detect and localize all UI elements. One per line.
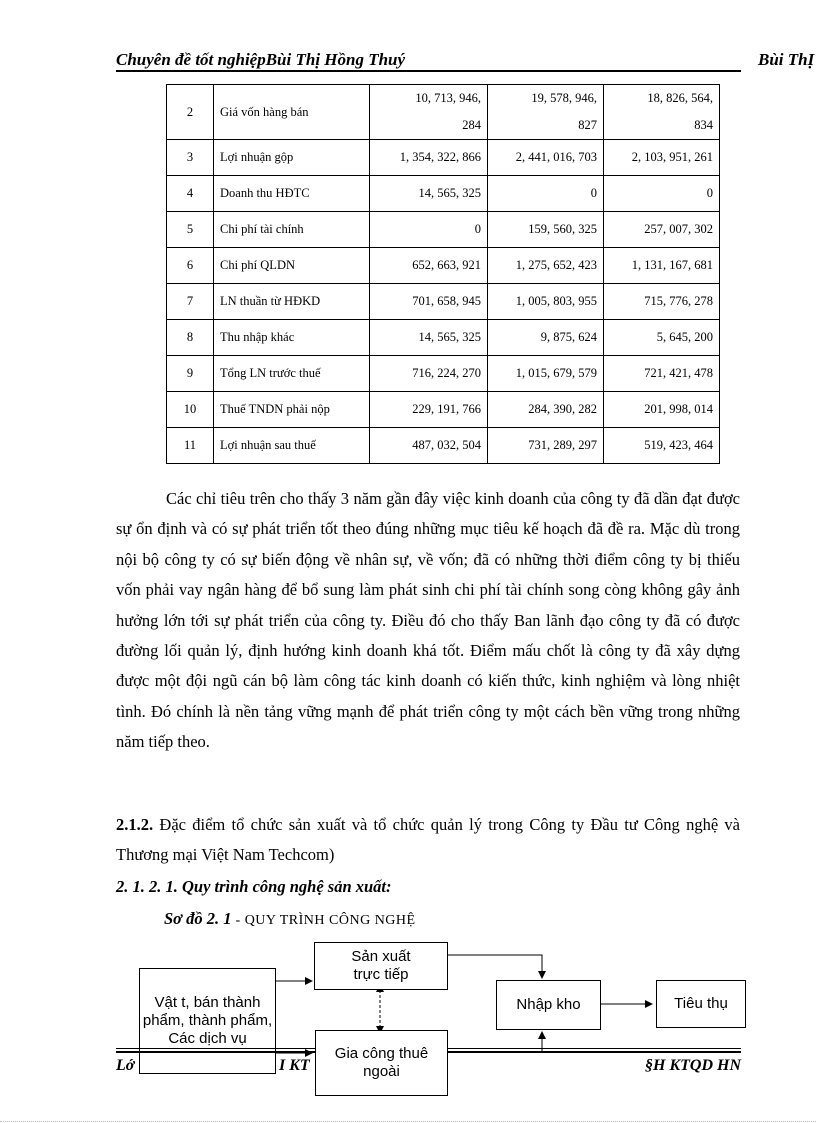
row-value-1: 487, 032, 504	[370, 428, 488, 464]
row-value-1: 14, 565, 325	[370, 176, 488, 212]
row-label: LN thuần từ HĐKD	[214, 284, 370, 320]
row-value-2: 0	[488, 176, 604, 212]
row-number: 8	[167, 320, 214, 356]
row-value-3: 2, 103, 951, 261	[604, 140, 720, 176]
row-number: 5	[167, 212, 214, 248]
box-outsource: Gia công thuê ngoài	[315, 1030, 448, 1096]
header-author-cut: Bùi ThỊ	[758, 50, 815, 69]
row-label: Chi phí QLDN	[214, 248, 370, 284]
row-value-2: 1, 005, 803, 955	[488, 284, 604, 320]
row-value-2: 1, 275, 652, 423	[488, 248, 604, 284]
row-value-3: 257, 007, 302	[604, 212, 720, 248]
box-consume: Tiêu thụ	[656, 980, 746, 1028]
subheading: 2. 1. 2. 1. Quy trình công nghệ sản xuất:	[116, 877, 392, 896]
row-value-3: 721, 421, 478	[604, 356, 720, 392]
row-number: 6	[167, 248, 214, 284]
row-value-2: 9, 875, 624	[488, 320, 604, 356]
row-value-3: 5, 645, 200	[604, 320, 720, 356]
value-line-1: 10, 713, 946,	[415, 91, 481, 105]
row-value-1: 1, 354, 322, 866	[370, 140, 488, 176]
diagram-title-number: Sơ đồ 2. 1	[164, 909, 232, 928]
header-title: Chuyên đề tốt nghiệpBùi Thị Hồng Thuý	[116, 50, 406, 69]
row-value-1: 14, 565, 325	[370, 320, 488, 356]
row-number: 7	[167, 284, 214, 320]
row-value-2: 2, 441, 016, 703	[488, 140, 604, 176]
row-value-2: 1, 015, 679, 579	[488, 356, 604, 392]
footer-left: Lớ	[116, 1057, 135, 1074]
row-label: Giá vốn hàng bán	[214, 85, 370, 140]
row-value-3: 715, 776, 278	[604, 284, 720, 320]
row-label: Doanh thu HĐTC	[214, 176, 370, 212]
row-value-2: 159, 560, 325	[488, 212, 604, 248]
paragraph-text: Các chỉ tiêu trên cho thấy 3 năm gần đây việc kinh doanh của công ty đã dần đạt được sự ổn định và có sự phát triển tốt theo đúng những mục tiêu kế hoạch đã đề ra. Mặc dù trong nội bộ công ty có sự biến động về nhân sự, về vốn; đã có những thời điểm công ty bị thiếu vốn phải vay ngân hàng để bổ sung làm phát sinh chi phí tài chính song còng không gây ảnh hưởng lớn tới sự phát triển của công ty. Điều đó cho thấy Ban lãnh đạo công ty đã có được đường lối quản lý, định hướng kinh doanh khá tốt. Điểm mấu chốt là công ty đã xây dựng được một đội ngũ cán bộ làm công tác kinh doanh có kiến thức, kinh nghiệm và lòng nhiệt tình. Đó chính là nền tảng vững mạnh để phát triển công ty một cách bền vững trong những năm tiếp theo.	[116, 489, 740, 752]
section-text: Đặc điểm tổ chức sản xuất và tổ chức quản lý trong Công ty Đầu tư Công nghệ và Thương mại Việt Nam Techcom)	[116, 815, 740, 865]
section-number: 2.1.2.	[116, 815, 154, 834]
box-warehouse: Nhập kho	[496, 980, 601, 1030]
row-value-2: 731, 289, 297	[488, 428, 604, 464]
value-line-2: 284	[462, 118, 481, 132]
row-value-3: 201, 998, 014	[604, 392, 720, 428]
box-production: Sản xuất trực tiếp	[314, 942, 448, 990]
row-value-1: 229, 191, 766	[370, 392, 488, 428]
value-line-2: 834	[694, 118, 713, 132]
row-label: Thuế TNDN phải nộp	[214, 392, 370, 428]
value-line-1: 18, 826, 564,	[647, 91, 713, 105]
box-input: Vật t, bán thành phẩm, thành phẩm, Các dịch vụ	[139, 968, 276, 1074]
row-label: Tổng LN trước thuế	[214, 356, 370, 392]
page-bottom-edge	[0, 1121, 816, 1122]
row-value-2: 284, 390, 282	[488, 392, 604, 428]
arrow-production-to-warehouse	[448, 955, 542, 978]
value-line-1: 19, 578, 946,	[531, 91, 597, 105]
row-number: 9	[167, 356, 214, 392]
row-number: 4	[167, 176, 214, 212]
row-number: 11	[167, 428, 214, 464]
row-label: Lợi nhuận sau thuế	[214, 428, 370, 464]
row-number: 10	[167, 392, 214, 428]
row-value-1: 701, 658, 945	[370, 284, 488, 320]
row-value-1: 652, 663, 921	[370, 248, 488, 284]
row-label: Chi phí tài chính	[214, 212, 370, 248]
footer-left-tail: I KT	[279, 1057, 310, 1074]
row-label: Thu nhập khác	[214, 320, 370, 356]
row-label: Lợi nhuận gộp	[214, 140, 370, 176]
row-value-3: 519, 423, 464	[604, 428, 720, 464]
row-value-3: 1, 131, 167, 681	[604, 248, 720, 284]
row-number: 3	[167, 140, 214, 176]
diagram-title-text: - QUY TRÌNH CÔNG NGHỆ	[231, 913, 416, 928]
row-number: 2	[167, 85, 214, 140]
value-line-2: 827	[578, 118, 597, 132]
row-value-1: 716, 224, 270	[370, 356, 488, 392]
row-value-1: 0	[370, 212, 488, 248]
footer-right: §H KTQD HN	[645, 1057, 741, 1074]
row-value-3: 0	[604, 176, 720, 212]
